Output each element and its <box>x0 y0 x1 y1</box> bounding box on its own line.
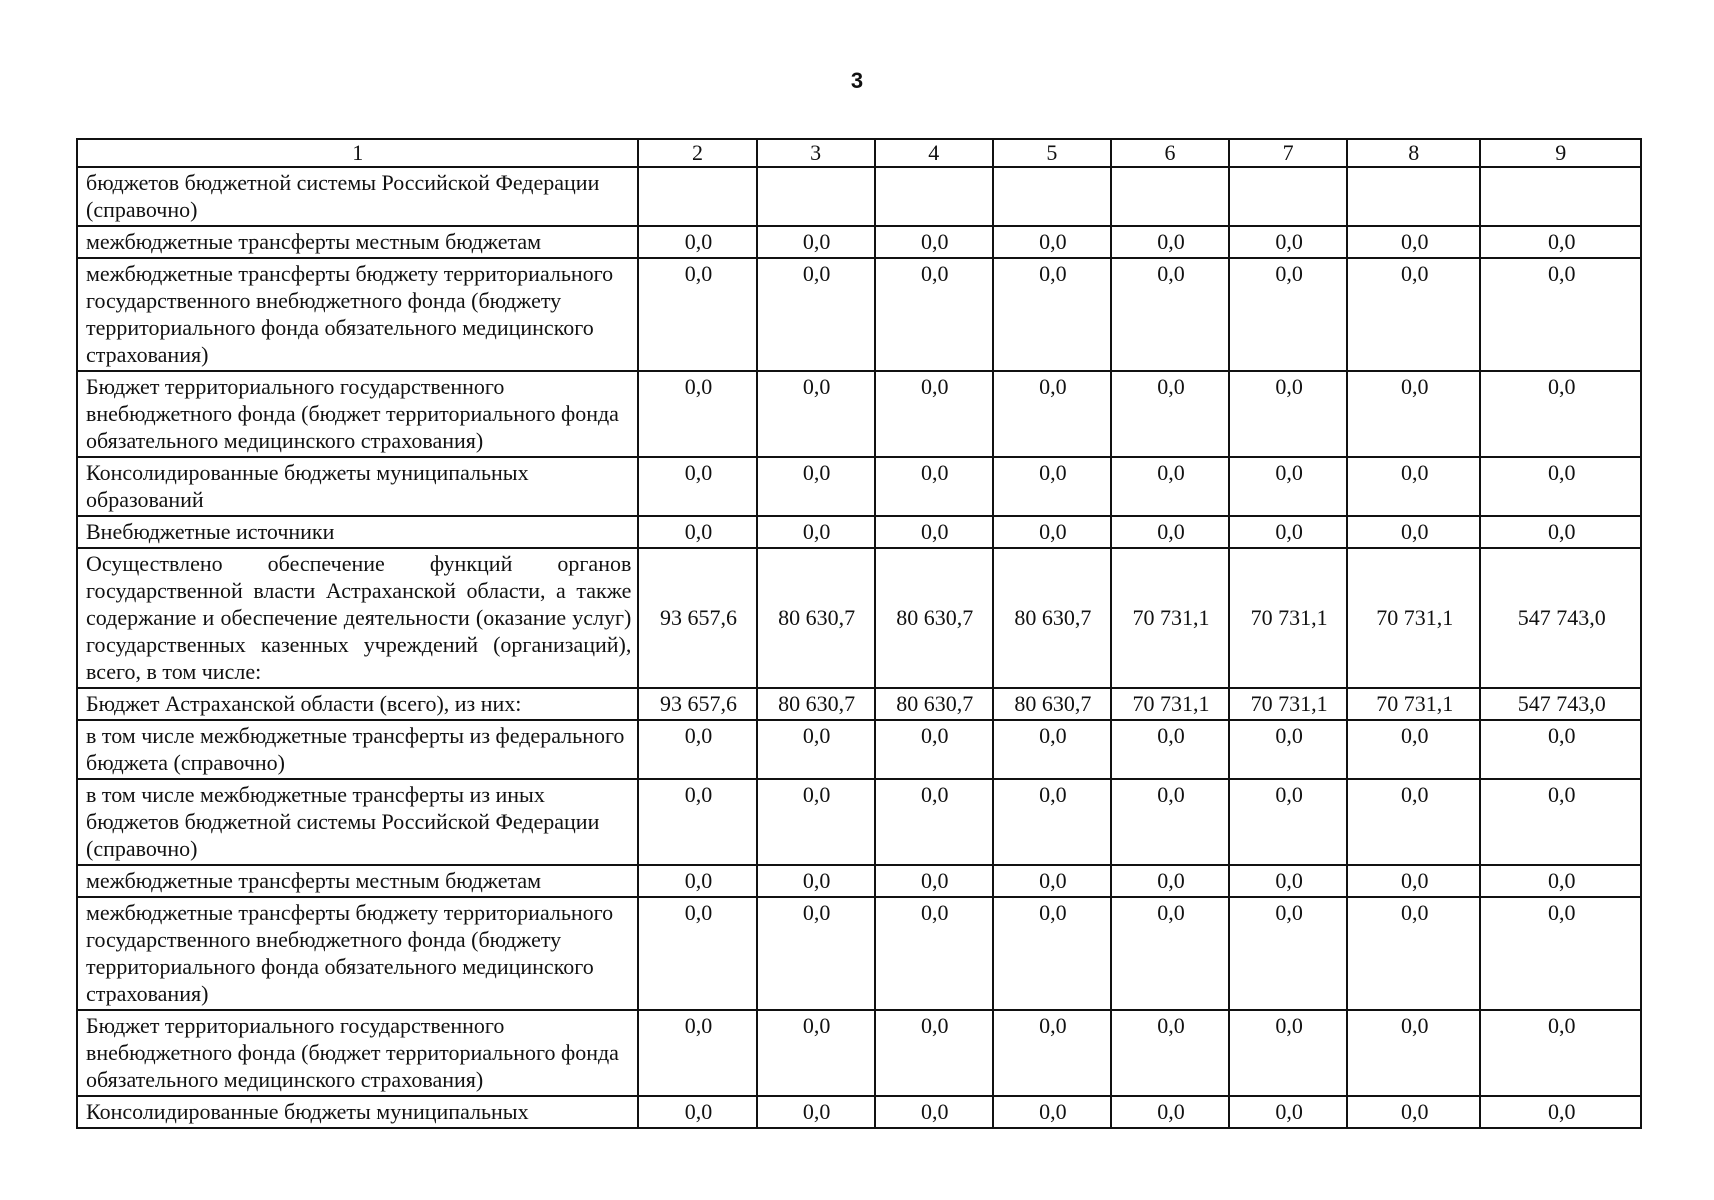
value-cell: 0,0 <box>1347 457 1480 516</box>
value-cell: 0,0 <box>993 865 1111 897</box>
value-cell: 0,0 <box>1347 226 1480 258</box>
value-cell: 0,0 <box>1347 779 1480 865</box>
value-cell <box>1347 167 1480 226</box>
value-cell: 0,0 <box>1480 457 1641 516</box>
value-cell: 0,0 <box>875 897 993 1010</box>
value-cell: 0,0 <box>1229 258 1347 371</box>
value-cell: 0,0 <box>993 1096 1111 1128</box>
column-header: 8 <box>1347 139 1480 167</box>
value-cell: 80 630,7 <box>757 548 875 688</box>
row-label: Консолидированные бюджеты муниципальных образований <box>77 457 638 516</box>
value-cell: 0,0 <box>1347 865 1480 897</box>
table-row <box>77 457 1641 516</box>
table-row <box>77 167 1641 226</box>
row-label: межбюджетные трансферты бюджету территориального государственного внебюджетного фонда (бюджету территориального фонда обязательного медицинского страхования) <box>77 897 638 1010</box>
value-cell: 0,0 <box>1229 1096 1347 1128</box>
value-cell: 0,0 <box>638 516 756 548</box>
table-row <box>77 688 1641 720</box>
value-cell: 0,0 <box>757 1096 875 1128</box>
column-header: 4 <box>875 139 993 167</box>
row-label: в том числе межбюджетные трансферты из иных бюджетов бюджетной системы Российской Федерации (справочно) <box>77 779 638 865</box>
column-header: 5 <box>993 139 1111 167</box>
value-cell: 0,0 <box>1111 720 1229 779</box>
value-cell: 93 657,6 <box>638 548 756 688</box>
value-cell: 70 731,1 <box>1229 548 1347 688</box>
table-header-row <box>77 139 1641 167</box>
value-cell: 0,0 <box>993 457 1111 516</box>
value-cell: 0,0 <box>638 371 756 457</box>
value-cell: 0,0 <box>1347 1010 1480 1096</box>
value-cell: 0,0 <box>993 371 1111 457</box>
value-cell <box>1229 167 1347 226</box>
column-header: 3 <box>757 139 875 167</box>
row-label: Бюджет территориального государственного внебюджетного фонда (бюджет территориального фонда обязательного медицинского страхования) <box>77 371 638 457</box>
value-cell: 0,0 <box>1229 516 1347 548</box>
value-cell: 0,0 <box>993 1010 1111 1096</box>
value-cell: 0,0 <box>638 720 756 779</box>
value-cell: 0,0 <box>875 516 993 548</box>
value-cell: 70 731,1 <box>1111 688 1229 720</box>
table-row <box>77 865 1641 897</box>
value-cell: 0,0 <box>993 779 1111 865</box>
value-cell: 0,0 <box>875 371 993 457</box>
value-cell: 0,0 <box>1229 897 1347 1010</box>
value-cell: 93 657,6 <box>638 688 756 720</box>
value-cell: 0,0 <box>1229 371 1347 457</box>
value-cell: 0,0 <box>1229 720 1347 779</box>
value-cell: 0,0 <box>638 457 756 516</box>
value-cell: 0,0 <box>638 258 756 371</box>
value-cell: 0,0 <box>638 779 756 865</box>
value-cell: 0,0 <box>875 720 993 779</box>
value-cell: 0,0 <box>1480 258 1641 371</box>
value-cell: 0,0 <box>1480 779 1641 865</box>
value-cell: 0,0 <box>638 226 756 258</box>
value-cell: 0,0 <box>875 1010 993 1096</box>
column-header: 9 <box>1480 139 1641 167</box>
table-row <box>77 897 1641 1010</box>
value-cell: 0,0 <box>875 779 993 865</box>
value-cell: 0,0 <box>1480 1010 1641 1096</box>
value-cell: 0,0 <box>1480 865 1641 897</box>
value-cell: 0,0 <box>1111 865 1229 897</box>
value-cell: 0,0 <box>875 1096 993 1128</box>
value-cell: 70 731,1 <box>1347 548 1480 688</box>
value-cell: 70 731,1 <box>1229 688 1347 720</box>
value-cell: 0,0 <box>993 720 1111 779</box>
value-cell: 0,0 <box>1111 371 1229 457</box>
value-cell: 0,0 <box>1229 865 1347 897</box>
value-cell: 0,0 <box>1111 516 1229 548</box>
value-cell: 547 743,0 <box>1480 548 1641 688</box>
row-label: Консолидированные бюджеты муниципальных <box>77 1096 638 1128</box>
value-cell: 0,0 <box>875 457 993 516</box>
value-cell: 0,0 <box>1229 1010 1347 1096</box>
row-label: Внебюджетные источники <box>77 516 638 548</box>
value-cell: 0,0 <box>638 1010 756 1096</box>
value-cell: 0,0 <box>993 897 1111 1010</box>
value-cell: 80 630,7 <box>875 688 993 720</box>
value-cell: 0,0 <box>875 258 993 371</box>
column-header: 1 <box>77 139 638 167</box>
value-cell: 0,0 <box>1347 516 1480 548</box>
value-cell: 0,0 <box>757 779 875 865</box>
row-label: межбюджетные трансферты местным бюджетам <box>77 226 638 258</box>
value-cell: 0,0 <box>1480 1096 1641 1128</box>
row-label: межбюджетные трансферты бюджету территориального государственного внебюджетного фонда (бюджету территориального фонда обязательного медицинского страхования) <box>77 258 638 371</box>
table-row <box>77 779 1641 865</box>
row-label: межбюджетные трансферты местным бюджетам <box>77 865 638 897</box>
value-cell: 0,0 <box>1480 720 1641 779</box>
value-cell: 0,0 <box>757 258 875 371</box>
value-cell: 0,0 <box>1111 779 1229 865</box>
value-cell: 0,0 <box>1229 226 1347 258</box>
value-cell: 0,0 <box>1111 226 1229 258</box>
value-cell <box>757 167 875 226</box>
value-cell: 0,0 <box>875 865 993 897</box>
value-cell: 0,0 <box>1480 371 1641 457</box>
value-cell <box>638 167 756 226</box>
value-cell: 70 731,1 <box>1347 688 1480 720</box>
value-cell: 0,0 <box>638 865 756 897</box>
value-cell: 0,0 <box>757 865 875 897</box>
value-cell: 0,0 <box>1229 779 1347 865</box>
table-row <box>77 1010 1641 1096</box>
row-label: Бюджет территориального государственного внебюджетного фонда (бюджет территориального фонда обязательного медицинского страхования) <box>77 1010 638 1096</box>
value-cell: 80 630,7 <box>993 688 1111 720</box>
value-cell: 0,0 <box>1111 258 1229 371</box>
value-cell: 80 630,7 <box>993 548 1111 688</box>
column-header: 7 <box>1229 139 1347 167</box>
value-cell: 0,0 <box>1347 258 1480 371</box>
value-cell: 0,0 <box>757 457 875 516</box>
row-label: Осуществлено обеспечение функций органов государственной власти Астраханской области, а также содержание и обеспечение деятельности (оказание услуг) государственных казенных учреждений (организаций), всего, в том числе: <box>77 548 638 688</box>
table-row <box>77 720 1641 779</box>
table-row <box>77 516 1641 548</box>
value-cell: 0,0 <box>993 226 1111 258</box>
table-row <box>77 226 1641 258</box>
value-cell: 0,0 <box>1111 1010 1229 1096</box>
value-cell <box>993 167 1111 226</box>
row-label: Бюджет Астраханской области (всего), из них: <box>77 688 638 720</box>
row-label: в том числе межбюджетные трансферты из федерального бюджета (справочно) <box>77 720 638 779</box>
table-row <box>77 258 1641 371</box>
value-cell: 0,0 <box>1480 897 1641 1010</box>
value-cell <box>1480 167 1641 226</box>
value-cell: 0,0 <box>1480 516 1641 548</box>
value-cell: 0,0 <box>638 897 756 1010</box>
value-cell: 547 743,0 <box>1480 688 1641 720</box>
column-header: 6 <box>1111 139 1229 167</box>
value-cell: 0,0 <box>757 1010 875 1096</box>
value-cell: 80 630,7 <box>875 548 993 688</box>
table-row <box>77 371 1641 457</box>
value-cell: 0,0 <box>757 720 875 779</box>
value-cell: 0,0 <box>757 226 875 258</box>
value-cell: 0,0 <box>757 897 875 1010</box>
value-cell: 0,0 <box>757 516 875 548</box>
value-cell: 0,0 <box>1111 1096 1229 1128</box>
value-cell: 0,0 <box>1111 457 1229 516</box>
column-header: 2 <box>638 139 756 167</box>
value-cell: 0,0 <box>1480 226 1641 258</box>
value-cell: 0,0 <box>993 258 1111 371</box>
value-cell <box>875 167 993 226</box>
value-cell: 0,0 <box>1347 897 1480 1010</box>
table-row <box>77 1096 1641 1128</box>
value-cell: 80 630,7 <box>757 688 875 720</box>
row-label: бюджетов бюджетной системы Российской Федерации (справочно) <box>77 167 638 226</box>
value-cell: 0,0 <box>757 371 875 457</box>
value-cell: 0,0 <box>875 226 993 258</box>
value-cell: 70 731,1 <box>1111 548 1229 688</box>
value-cell: 0,0 <box>1347 371 1480 457</box>
value-cell: 0,0 <box>1347 720 1480 779</box>
table-row <box>77 548 1641 688</box>
value-cell: 0,0 <box>638 1096 756 1128</box>
page-number: 3 <box>850 68 864 93</box>
value-cell: 0,0 <box>993 516 1111 548</box>
value-cell: 0,0 <box>1347 1096 1480 1128</box>
value-cell: 0,0 <box>1111 897 1229 1010</box>
value-cell: 0,0 <box>1229 457 1347 516</box>
budget-table <box>76 138 1642 1129</box>
value-cell <box>1111 167 1229 226</box>
